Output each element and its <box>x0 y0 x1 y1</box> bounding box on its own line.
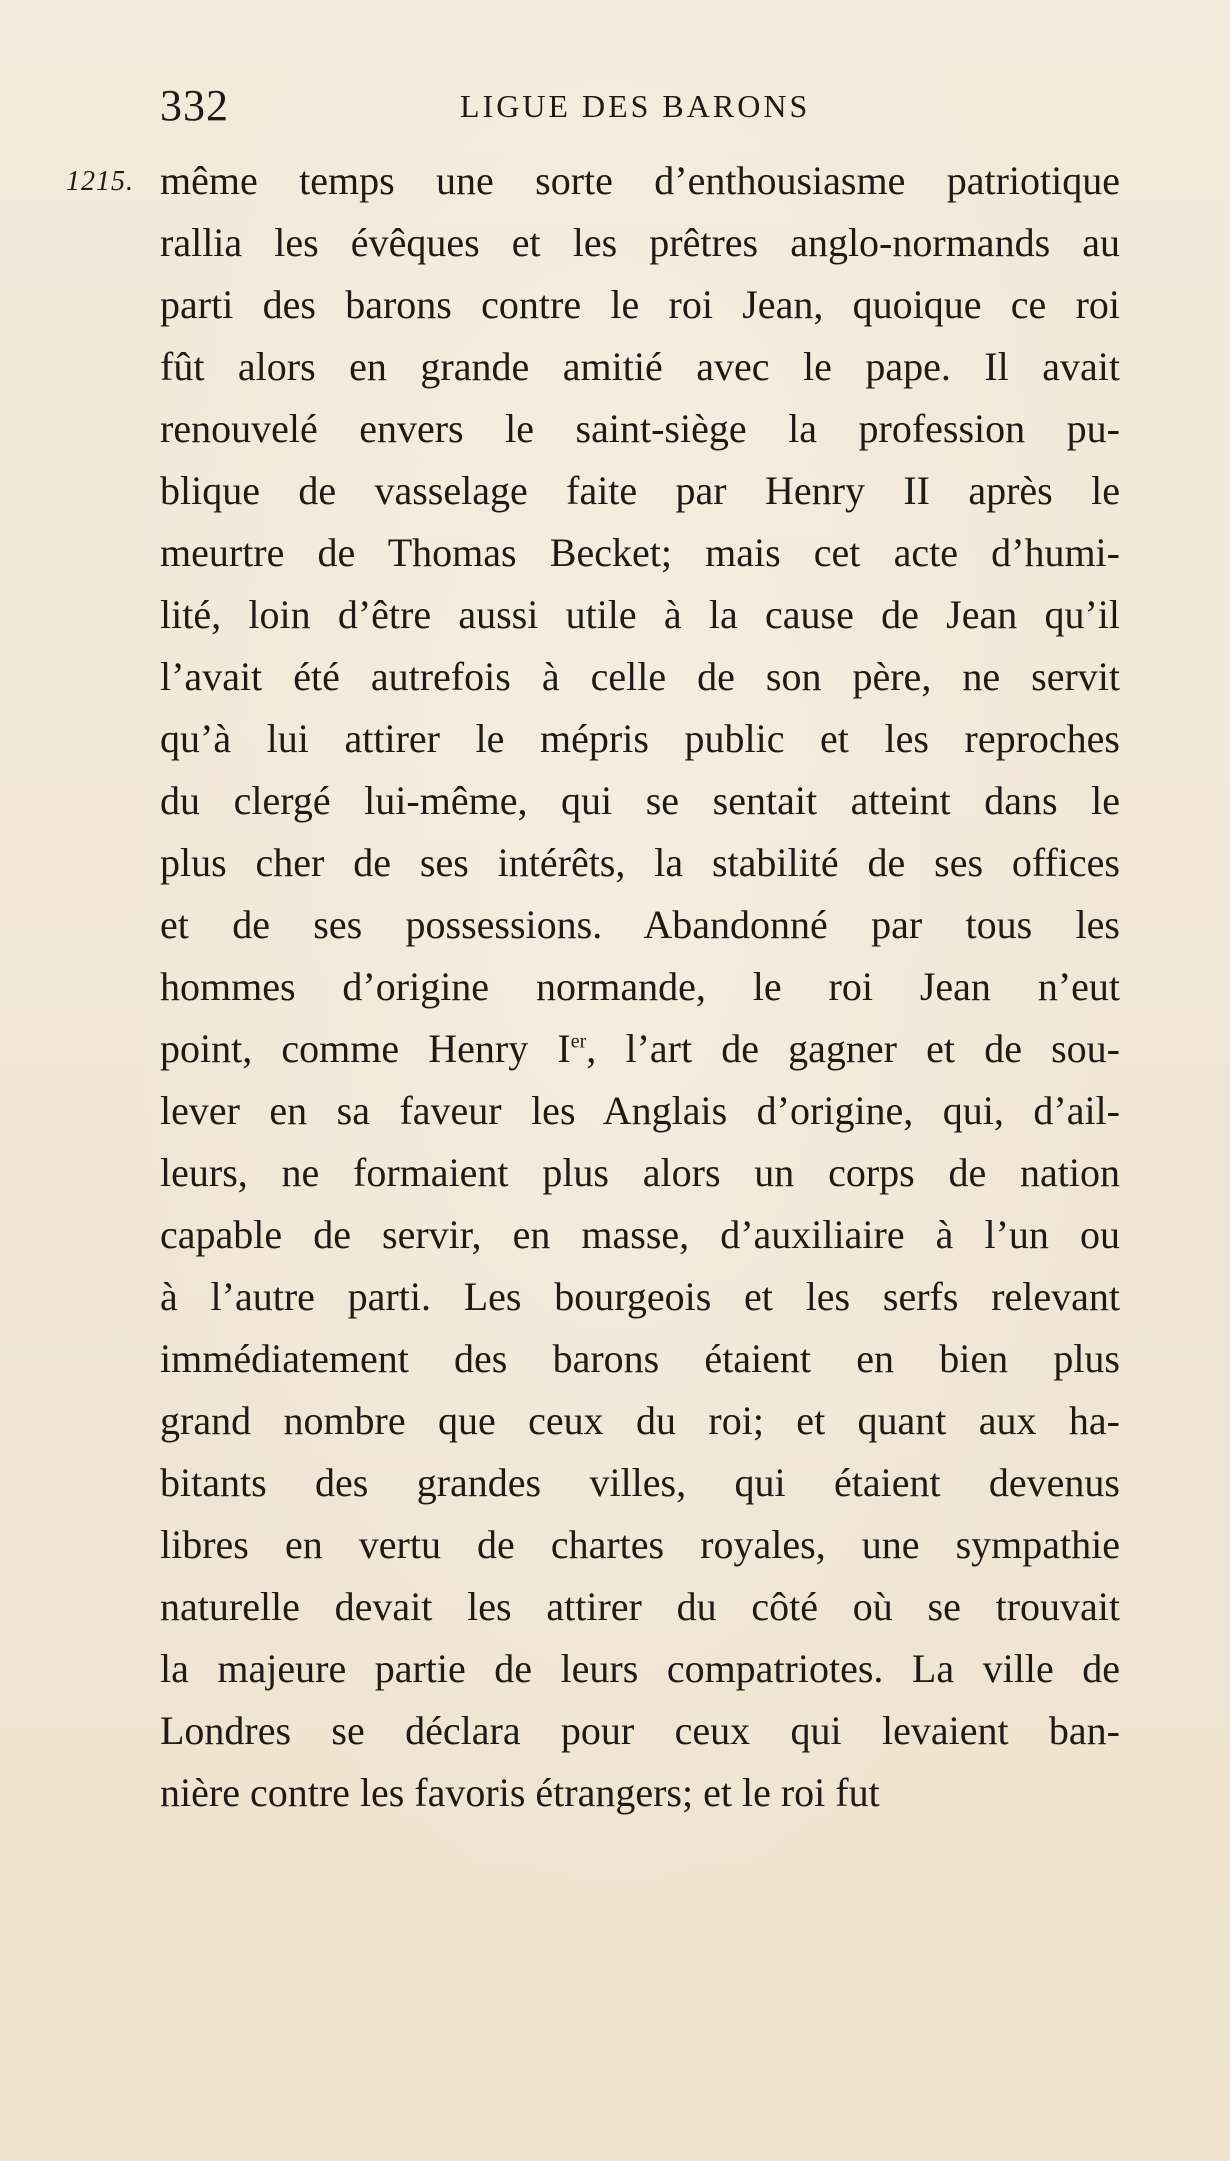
text-line: capable de servir, en masse, d’auxiliaire à l’un ou <box>160 1212 1120 1257</box>
text-line: lever en sa faveur les Anglais d’origine, qui, d’ail- <box>160 1088 1120 1133</box>
text-line: à l’autre parti. Les bourgeois et les serfs relevant <box>160 1274 1120 1319</box>
text-line: libres en vertu de chartes royales, une sympathie <box>160 1522 1120 1567</box>
text-line-with-superscript <box>160 1018 1120 1080</box>
text-line: renouvelé envers le saint-siège la profession pu- <box>160 406 1120 451</box>
running-title: LIGUE DES BARONS <box>460 88 811 124</box>
text-line: même temps une sorte d’enthousiasme patriotique <box>160 158 1120 203</box>
text-fragment: point, comme Henry I <box>160 1026 571 1071</box>
text-line: et de ses possessions. Abandonné par tous les <box>160 902 1120 947</box>
text-line: qu’à lui attirer le mépris public et les reproches <box>160 716 1120 761</box>
text-line: meurtre de Thomas Becket; mais cet acte d’humi- <box>160 530 1120 575</box>
text-line: grand nombre que ceux du roi; et quant aux ha- <box>160 1398 1120 1443</box>
text-line: rallia les évêques et les prêtres anglo-normands au <box>160 220 1120 265</box>
body-text <box>160 150 1120 1824</box>
superscript: er <box>570 1030 587 1053</box>
text-line: immédiatement des barons étaient en bien plus <box>160 1336 1120 1381</box>
text-line: du clergé lui-même, qui se sentait atteint dans le <box>160 778 1120 823</box>
text-line: plus cher de ses intérêts, la stabilité de ses offices <box>160 840 1120 885</box>
text-line: Londres se déclara pour ceux qui levaient ban- <box>160 1708 1120 1753</box>
page-header <box>0 80 1230 140</box>
text-line: nière contre les favoris étrangers; et le roi fut <box>160 1770 880 1815</box>
text-line: la majeure partie de leurs compatriotes. La ville de <box>160 1646 1120 1691</box>
text-line: naturelle devait les attirer du côté où se trouvait <box>160 1584 1120 1629</box>
text-line: l’avait été autrefois à celle de son père, ne servit <box>160 654 1120 699</box>
text-line: blique de vasselage faite par Henry II après le <box>160 468 1120 513</box>
text-line: fût alors en grande amitié avec le pape. Il avait <box>160 344 1120 389</box>
marginal-year-note: 1215. <box>66 166 134 197</box>
text-line: hommes d’origine normande, le roi Jean n’eut <box>160 964 1120 1009</box>
text-line: lité, loin d’être aussi utile à la cause de Jean qu’il <box>160 592 1120 637</box>
text-line: leurs, ne formaient plus alors un corps de nation <box>160 1150 1120 1195</box>
text-line: parti des barons contre le roi Jean, quoique ce roi <box>160 282 1120 327</box>
text-fragment: , l’art de gagner et de sou- <box>586 1026 1120 1071</box>
text-line: bitants des grandes villes, qui étaient devenus <box>160 1460 1120 1505</box>
page-number: 332 <box>160 81 229 130</box>
